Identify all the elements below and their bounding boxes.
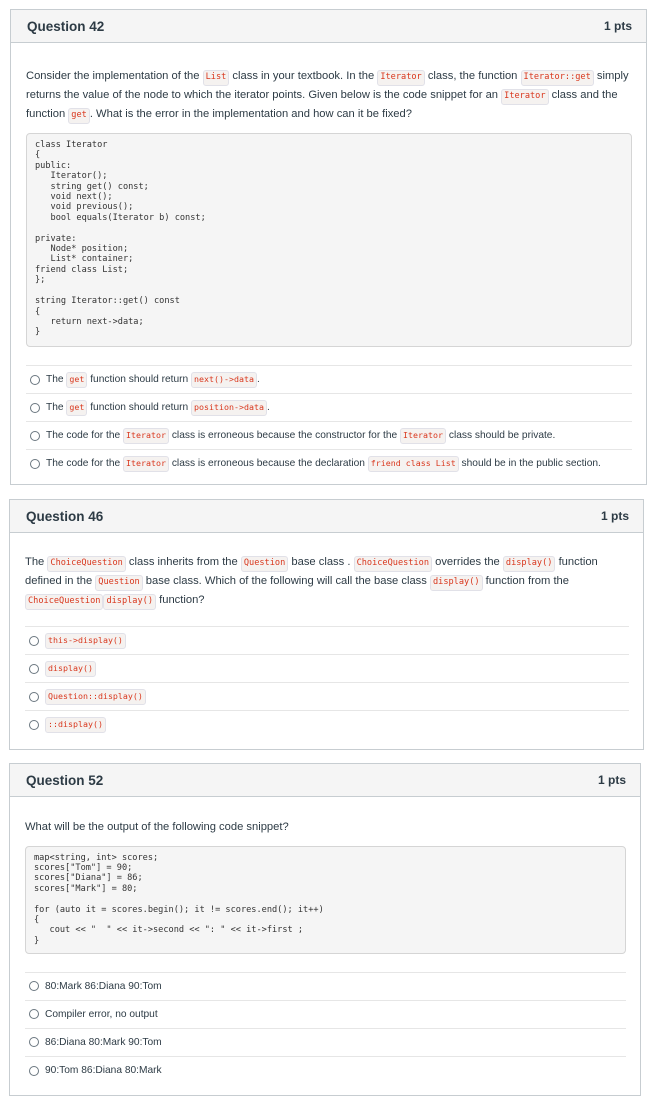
question-52-card bbox=[9, 763, 641, 1096]
answer-text bbox=[46, 372, 260, 388]
answer-option[interactable] bbox=[25, 1029, 626, 1057]
text-segment: The code for the bbox=[46, 458, 124, 469]
question-52-text bbox=[25, 818, 626, 837]
text-segment: class is erroneous because the constructor for the bbox=[169, 429, 401, 441]
question-42-title: Question 42 bbox=[27, 18, 105, 34]
inline-code: Iterator bbox=[123, 428, 169, 444]
inline-code: Question bbox=[241, 556, 288, 572]
inline-code: Iterator bbox=[400, 428, 446, 444]
answer-option[interactable] bbox=[25, 711, 629, 739]
text-segment: 90:Tom 86:Diana 80:Mark bbox=[45, 1065, 162, 1076]
text-segment: The bbox=[25, 556, 48, 568]
radio-button[interactable] bbox=[29, 720, 39, 730]
text-segment: simply returns the value of the node to which the iterator points. Given below is the code snippet for an bbox=[26, 70, 629, 101]
text-segment: . What is the error in the implementation and how can it be fixed? bbox=[89, 108, 412, 120]
answer-option[interactable] bbox=[26, 450, 632, 478]
radio-button[interactable] bbox=[29, 1009, 39, 1019]
radio-button[interactable] bbox=[30, 459, 40, 469]
answer-text bbox=[45, 1009, 158, 1020]
inline-code: display() bbox=[45, 661, 96, 677]
inline-code: ChoiceQuestion bbox=[47, 556, 125, 572]
radio-button[interactable] bbox=[29, 1066, 39, 1076]
text-segment: class should be private. bbox=[446, 429, 556, 441]
inline-code: ::display() bbox=[45, 717, 106, 733]
question-46-answers bbox=[25, 626, 629, 739]
radio-button[interactable] bbox=[29, 981, 39, 991]
answer-option[interactable] bbox=[25, 1057, 626, 1085]
question-42-points: 1 pts bbox=[603, 19, 632, 33]
inline-code: display() bbox=[503, 556, 556, 572]
text-segment: The bbox=[46, 401, 67, 413]
question-52-header bbox=[10, 764, 640, 797]
inline-code: get bbox=[66, 372, 87, 388]
question-46-title: Question 46 bbox=[26, 508, 104, 524]
answer-text bbox=[45, 1037, 162, 1048]
question-52-points: 1 pts bbox=[597, 773, 626, 787]
answer-text bbox=[46, 400, 270, 416]
answer-text bbox=[45, 1065, 162, 1076]
question-46-points: 1 pts bbox=[600, 509, 629, 523]
text-segment: The code for the bbox=[46, 429, 124, 441]
text-segment: class in your textbook. In the bbox=[229, 70, 378, 82]
answer-option[interactable] bbox=[25, 655, 629, 683]
text-segment: function defined in the bbox=[25, 556, 598, 587]
answer-option[interactable] bbox=[25, 1001, 626, 1029]
inline-code: display() bbox=[103, 594, 156, 610]
inline-code: get bbox=[68, 108, 90, 124]
question-46-card bbox=[9, 499, 644, 750]
radio-button[interactable] bbox=[30, 431, 40, 441]
text-segment: function should return bbox=[87, 373, 192, 385]
question-52-answers bbox=[25, 972, 626, 1085]
question-42-header bbox=[11, 10, 646, 43]
text-segment: base class. Which of the following will call the base class bbox=[142, 575, 430, 587]
question-42-text bbox=[26, 67, 632, 124]
answer-text bbox=[45, 981, 162, 992]
radio-button[interactable] bbox=[29, 692, 39, 702]
text-segment: . bbox=[266, 401, 270, 413]
inline-code: position->data bbox=[191, 400, 267, 416]
text-segment: overrides the bbox=[432, 556, 503, 568]
inline-code: Iterator::get bbox=[521, 70, 594, 86]
inline-code: friend class List bbox=[368, 456, 459, 472]
answer-text bbox=[45, 633, 126, 649]
radio-button[interactable] bbox=[29, 664, 39, 674]
answer-option[interactable] bbox=[26, 394, 632, 422]
inline-code: List bbox=[203, 70, 230, 86]
question-42-card bbox=[10, 9, 647, 485]
question-46-text bbox=[25, 553, 629, 610]
text-segment: The bbox=[46, 373, 67, 385]
text-segment: . bbox=[256, 373, 260, 385]
question-42-answers bbox=[26, 365, 632, 478]
inline-code: ChoiceQuestion bbox=[25, 594, 103, 610]
inline-code: Question::display() bbox=[45, 689, 146, 705]
answer-option[interactable] bbox=[25, 683, 629, 711]
question-52-code: map<string, int> scores; scores["Tom"] = 90; scores["Diana"] = 86; scores["Mark"] = 80; for (auto it = scores.begin(); it != scores.end(); it++) { cout << " " << it->second << ": " << it->first ; } bbox=[25, 846, 626, 954]
text-segment: 86:Diana 80:Mark 90:Tom bbox=[45, 1036, 162, 1048]
text-segment: function should return bbox=[87, 401, 192, 413]
text-segment: Consider the implementation of the bbox=[26, 70, 203, 82]
radio-button[interactable] bbox=[30, 375, 40, 385]
inline-code: Iterator bbox=[501, 89, 548, 105]
answer-text bbox=[46, 428, 555, 444]
answer-text bbox=[45, 689, 146, 705]
inline-code: display() bbox=[430, 575, 483, 591]
question-46-header bbox=[10, 500, 643, 533]
inline-code: ChoiceQuestion bbox=[354, 556, 432, 572]
inline-code: this->display() bbox=[45, 633, 126, 649]
answer-option[interactable] bbox=[26, 422, 632, 450]
question-42-code: class Iterator { public: Iterator(); string get() const; void next(); void previous(); bool equals(Iterator b) const; private: Node* position; List* container; friend class List; }; string Iterator::get() const { return next->data; } bbox=[26, 133, 632, 347]
question-52-title: Question 52 bbox=[26, 772, 104, 788]
inline-code: next()->data bbox=[191, 372, 257, 388]
text-segment: function from the bbox=[482, 575, 569, 587]
radio-button[interactable] bbox=[29, 636, 39, 646]
text-segment: class inherits from the bbox=[125, 556, 241, 568]
text-segment: base class . bbox=[288, 556, 354, 568]
inline-code: Question bbox=[95, 575, 142, 591]
text-segment: should be in the public section. bbox=[458, 458, 601, 469]
text-segment: class and the function bbox=[26, 89, 618, 120]
answer-option[interactable] bbox=[25, 627, 629, 655]
answer-text bbox=[45, 661, 96, 677]
text-segment: function? bbox=[156, 594, 205, 606]
text-segment: class is erroneous because the declaration bbox=[169, 458, 368, 469]
answer-text bbox=[46, 456, 601, 472]
radio-button[interactable] bbox=[29, 1037, 39, 1047]
radio-button[interactable] bbox=[30, 403, 40, 413]
answer-option[interactable] bbox=[25, 973, 626, 1001]
answer-option[interactable] bbox=[26, 366, 632, 394]
inline-code: get bbox=[66, 400, 87, 416]
text-segment: What will be the output of the following code snippet? bbox=[25, 821, 289, 833]
inline-code: Iterator bbox=[123, 456, 169, 472]
text-segment: Compiler error, no output bbox=[45, 1008, 158, 1020]
text-segment: class, the function bbox=[424, 70, 521, 82]
answer-text bbox=[45, 717, 106, 733]
inline-code: Iterator bbox=[377, 70, 424, 86]
text-segment: 80:Mark 86:Diana 90:Tom bbox=[45, 980, 162, 992]
